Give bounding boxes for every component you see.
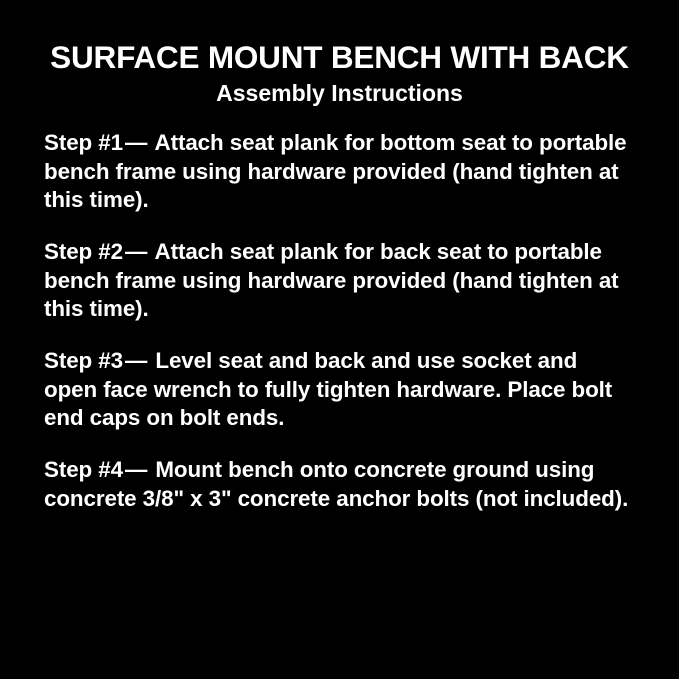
step-dash: — — [124, 238, 148, 264]
step-dash: — — [124, 456, 148, 482]
step-dash: — — [124, 129, 148, 155]
step-item — [44, 456, 635, 513]
step-text: Level seat and back and use socket and open face wrench to fully tighten hardware. Place bolt end caps on bolt ends. — [44, 347, 613, 431]
page-title: SURFACE MOUNT BENCH WITH BACK — [50, 39, 629, 75]
steps-list — [44, 129, 635, 513]
step-text: Mount bench onto concrete ground using concrete 3/8" x 3" concrete anchor bolts (not included). — [44, 456, 629, 511]
step-label: Step #3 — [44, 347, 123, 373]
step-label: Step #2 — [44, 238, 123, 264]
step-item — [44, 129, 635, 215]
step-text: Attach seat plank for back seat to portable bench frame using hardware provided (hand tighten at this time). — [44, 238, 619, 322]
step-item — [44, 238, 635, 324]
step-text: Attach seat plank for bottom seat to portable bench frame using hardware provided (hand tighten at this time). — [44, 129, 627, 213]
step-dash: — — [124, 347, 148, 373]
step-label: Step #1 — [44, 129, 123, 155]
step-item — [44, 347, 635, 433]
page-subtitle: Assembly Instructions — [216, 80, 463, 107]
step-label: Step #4 — [44, 456, 123, 482]
